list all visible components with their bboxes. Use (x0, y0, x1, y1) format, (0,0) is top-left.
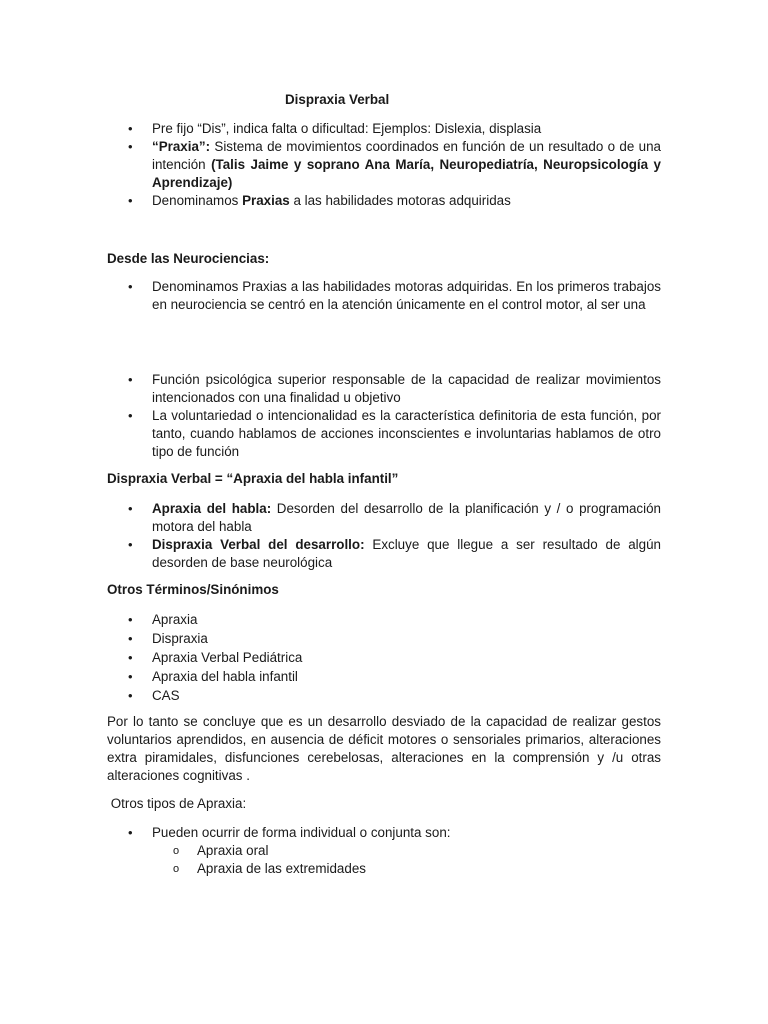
bullet-icon: • (128, 650, 133, 665)
list-item (107, 824, 661, 878)
item-text: Dispraxia (152, 631, 208, 646)
item-text: Pueden ocurrir de forma individual o conjunta son: (152, 825, 451, 840)
neuro-list-1 (107, 278, 661, 314)
sub-list-item (152, 860, 661, 878)
item-text: Pre fijo “Dis”, indica falta o dificultad: Ejemplos: Dislexia, displasia (152, 121, 542, 136)
document-title: Dispraxia Verbal (285, 92, 390, 107)
item-text: Excluye que llegue a ser resultado de algún desorden de base neurológica (152, 537, 661, 570)
synonyms-list (107, 610, 661, 705)
item-text: Función psicológica superior responsable de la capacidad de realizar movimientos intencionados con una finalidad u objetivo (152, 372, 661, 405)
sub-list (152, 842, 661, 878)
circle-bullet-icon: o (173, 863, 180, 875)
bullet-icon: • (128, 372, 133, 387)
bullet-icon: • (128, 139, 133, 154)
tipos-list (107, 824, 661, 878)
conclusion-paragraph: Por lo tanto se concluye que es un desarrollo desviado de la capacidad de realizar gestos voluntarios aprendidos, en ausencia de déficit motores o sensoriales primarios, alteraciones extra piramidales, disfunciones cerebelosas, alteraciones en la comprensión y /u otras alteraciones cognitivas . (107, 714, 661, 783)
list-item (107, 500, 661, 536)
item-text: Denominamos (152, 193, 243, 208)
list-item (107, 138, 661, 192)
list-item (107, 120, 661, 138)
item-text: La voluntariedad o intencionalidad es la característica definitoria de esta función, por tanto, cuando hablamos de acciones inconscientes e involuntarias hablamos de otro tipo de función (152, 408, 661, 459)
item-bold-term: “Praxia”: (152, 139, 211, 154)
item-text: Sistema de movimientos coordinados en función de un resultado o de una intención (152, 139, 661, 172)
item-bold-term: Dispraxia Verbal del desarrollo: (152, 537, 365, 552)
list-item (107, 407, 661, 461)
list-item (107, 629, 661, 648)
intro-list (107, 120, 661, 210)
item-text: Apraxia Verbal Pediátrica (152, 650, 303, 665)
item-bold-term: Praxias (242, 193, 290, 208)
bullet-icon: • (128, 279, 133, 294)
item-text: CAS (152, 688, 180, 703)
bullet-icon: • (128, 121, 133, 136)
item-text: a las habilidades motoras adquiridas (289, 193, 511, 208)
bullet-icon: • (128, 612, 133, 627)
dispraxia-list (107, 500, 661, 572)
list-item (107, 278, 661, 314)
list-item (107, 536, 661, 572)
list-item (107, 371, 661, 407)
item-bold-term: Apraxia del habla: (152, 501, 272, 516)
item-text: Desorden del desarrollo de la planificación y / o programación motora del habla (152, 501, 661, 534)
neuro-list-2 (107, 371, 661, 461)
bullet-icon: • (128, 193, 133, 208)
list-item (107, 192, 661, 210)
bullet-icon: • (128, 537, 133, 552)
bullet-icon: • (128, 669, 133, 684)
item-text: Apraxia del habla infantil (152, 669, 298, 684)
bullet-icon: • (128, 501, 133, 516)
item-text: Apraxia oral (197, 843, 269, 858)
section-heading: Desde las Neurociencias: (107, 251, 270, 266)
sub-list-item (152, 842, 661, 860)
circle-bullet-icon: o (173, 845, 180, 857)
item-citation: (Talis Jaime y soprano Ana María, Neuropediatría, Neuropsicología y Aprendizaje) (152, 157, 661, 190)
item-text: Apraxia (152, 612, 198, 627)
bullet-icon: • (128, 631, 133, 646)
section-heading: Dispraxia Verbal = “Apraxia del habla infantil” (107, 471, 399, 486)
item-text: Apraxia de las extremidades (197, 861, 366, 876)
section-heading: Otros Términos/Sinónimos (107, 582, 279, 597)
list-item (107, 648, 661, 667)
bullet-icon: • (128, 408, 133, 423)
item-text: Denominamos Praxias a las habilidades motoras adquiridas. En los primeros trabajos en neurociencia se centró en la atención únicamente en el control motor, al ser una (152, 279, 661, 312)
list-item (107, 667, 661, 686)
section-heading: Otros tipos de Apraxia: (107, 796, 247, 811)
bullet-icon: • (128, 688, 133, 703)
bullet-icon: • (128, 825, 133, 840)
list-item (107, 686, 661, 705)
list-item (107, 610, 661, 629)
